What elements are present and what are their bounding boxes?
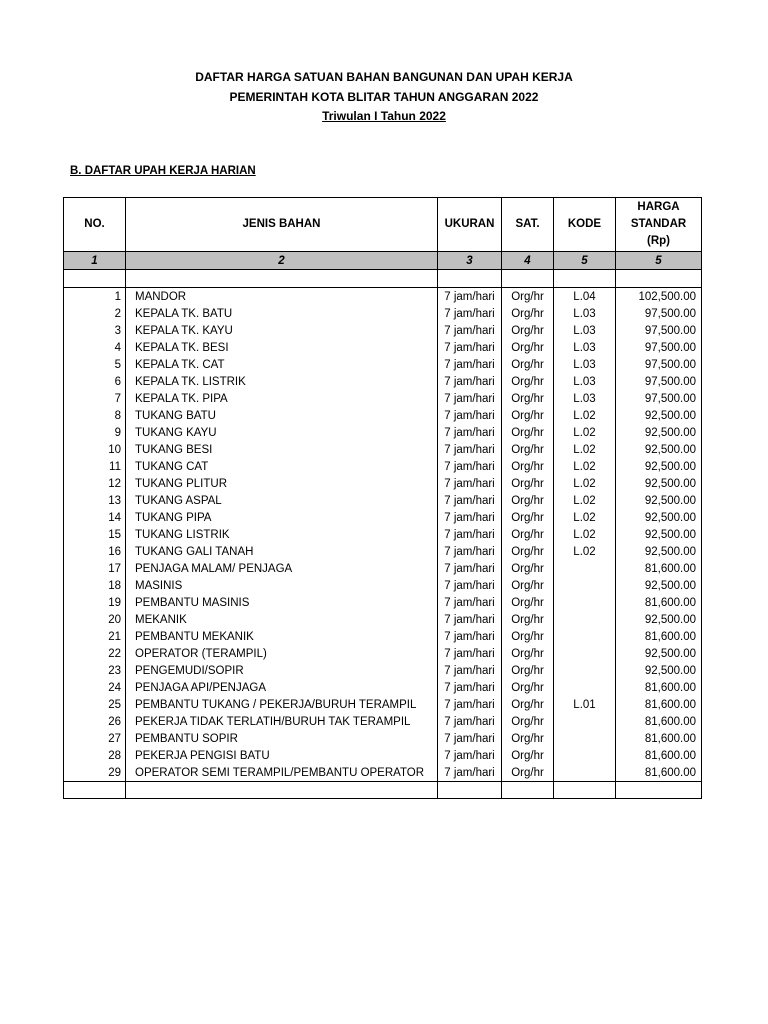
document-title-line1: DAFTAR HARGA SATUAN BAHAN BANGUNAN DAN UPAH KERJA [195,70,573,84]
row-harga: 92,500.00 [616,645,702,662]
header-harga-standar [616,198,702,252]
table-row [64,645,702,662]
row-number: 2 [64,305,126,322]
row-satuan: Org/hr [502,492,554,509]
row-ukuran: 7 jam/hari [438,458,502,475]
wage-table [63,197,702,799]
row-ukuran: 7 jam/hari [438,764,502,782]
spacer-cell [616,270,702,288]
row-number: 28 [64,747,126,764]
row-jenis-bahan: PEMBANTU TUKANG / PEKERJA/BURUH TERAMPIL [126,696,438,713]
spacer-cell [502,782,554,799]
row-number: 25 [64,696,126,713]
row-harga: 92,500.00 [616,509,702,526]
row-harga: 81,600.00 [616,628,702,645]
row-harga: 92,500.00 [616,611,702,628]
row-jenis-bahan: TUKANG BESI [126,441,438,458]
row-satuan: Org/hr [502,696,554,713]
table-row [64,577,702,594]
row-jenis-bahan: TUKANG CAT [126,458,438,475]
row-ukuran: 7 jam/hari [438,696,502,713]
row-kode [554,560,616,577]
row-number: 4 [64,339,126,356]
document-title-line2: PEMERINTAH KOTA BLITAR TAHUN ANGGARAN 2022 [229,90,539,104]
column-number: 2 [126,252,438,270]
row-number: 15 [64,526,126,543]
row-jenis-bahan: TUKANG ASPAL [126,492,438,509]
row-satuan: Org/hr [502,424,554,441]
table-row [64,322,702,339]
row-satuan: Org/hr [502,526,554,543]
row-kode [554,713,616,730]
row-kode [554,679,616,696]
row-number: 24 [64,679,126,696]
column-number-row [64,252,702,270]
row-jenis-bahan: TUKANG PLITUR [126,475,438,492]
row-harga: 81,600.00 [616,594,702,611]
row-harga: 81,600.00 [616,747,702,764]
row-kode: L.02 [554,526,616,543]
row-jenis-bahan: PEMBANTU MASINIS [126,594,438,611]
row-kode: L.03 [554,339,616,356]
spacer-row [64,782,702,799]
row-ukuran: 7 jam/hari [438,475,502,492]
row-ukuran: 7 jam/hari [438,441,502,458]
table-row [64,662,702,679]
row-harga: 97,500.00 [616,373,702,390]
row-satuan: Org/hr [502,747,554,764]
row-ukuran: 7 jam/hari [438,526,502,543]
row-jenis-bahan: MEKANIK [126,611,438,628]
row-satuan: Org/hr [502,662,554,679]
row-ukuran: 7 jam/hari [438,339,502,356]
spacer-cell [554,782,616,799]
row-kode: L.02 [554,509,616,526]
row-kode: L.03 [554,322,616,339]
header-satuan: SAT. [502,198,554,252]
table-row [64,390,702,407]
header-harga-line1: HARGA [637,201,680,213]
row-kode: L.03 [554,356,616,373]
row-number: 22 [64,645,126,662]
row-harga: 97,500.00 [616,339,702,356]
header-kode: KODE [554,198,616,252]
row-number: 12 [64,475,126,492]
row-satuan: Org/hr [502,288,554,306]
row-harga: 92,500.00 [616,424,702,441]
row-kode: L.02 [554,424,616,441]
table-row [64,424,702,441]
row-jenis-bahan: MANDOR [126,288,438,306]
row-kode [554,645,616,662]
row-satuan: Org/hr [502,628,554,645]
row-jenis-bahan: PENJAGA MALAM/ PENJAGA [126,560,438,577]
row-kode [554,628,616,645]
row-ukuran: 7 jam/hari [438,560,502,577]
row-number: 3 [64,322,126,339]
row-number: 10 [64,441,126,458]
row-harga: 97,500.00 [616,356,702,373]
row-jenis-bahan: KEPALA TK. BESI [126,339,438,356]
spacer-cell [64,782,126,799]
spacer-cell [64,270,126,288]
row-harga: 81,600.00 [616,679,702,696]
row-harga: 92,500.00 [616,492,702,509]
spacer-cell [554,270,616,288]
table-row [64,288,702,306]
header-harga-line3: (Rp) [647,235,670,247]
row-kode: L.04 [554,288,616,306]
row-satuan: Org/hr [502,407,554,424]
table-row [64,560,702,577]
row-satuan: Org/hr [502,356,554,373]
table-row [64,356,702,373]
spacer-row [64,270,702,288]
row-ukuran: 7 jam/hari [438,628,502,645]
table-row [64,730,702,747]
table-row [64,713,702,730]
row-harga: 92,500.00 [616,526,702,543]
row-jenis-bahan: KEPALA TK. BATU [126,305,438,322]
table-row [64,747,702,764]
row-kode: L.02 [554,492,616,509]
spacer-cell [438,270,502,288]
row-harga: 81,600.00 [616,560,702,577]
row-harga: 81,600.00 [616,713,702,730]
row-satuan: Org/hr [502,543,554,560]
row-satuan: Org/hr [502,458,554,475]
row-harga: 92,500.00 [616,458,702,475]
row-harga: 102,500.00 [616,288,702,306]
row-jenis-bahan: PEMBANTU MEKANIK [126,628,438,645]
table-row [64,509,702,526]
document-title-line3: Triwulan I Tahun 2022 [322,109,446,123]
row-satuan: Org/hr [502,594,554,611]
row-satuan: Org/hr [502,475,554,492]
table-row [64,679,702,696]
row-number: 1 [64,288,126,306]
row-number: 9 [64,424,126,441]
row-number: 29 [64,764,126,782]
row-jenis-bahan: PEMBANTU SOPIR [126,730,438,747]
row-number: 17 [64,560,126,577]
row-satuan: Org/hr [502,611,554,628]
row-harga: 92,500.00 [616,577,702,594]
row-jenis-bahan: PEKERJA PENGISI BATU [126,747,438,764]
row-satuan: Org/hr [502,390,554,407]
row-number: 23 [64,662,126,679]
row-harga: 92,500.00 [616,475,702,492]
table-row [64,594,702,611]
table-row [64,492,702,509]
row-kode [554,730,616,747]
row-satuan: Org/hr [502,373,554,390]
row-number: 26 [64,713,126,730]
column-number: 5 [554,252,616,270]
spacer-cell [502,270,554,288]
row-number: 14 [64,509,126,526]
row-harga: 92,500.00 [616,407,702,424]
row-ukuran: 7 jam/hari [438,356,502,373]
row-ukuran: 7 jam/hari [438,390,502,407]
row-ukuran: 7 jam/hari [438,492,502,509]
row-ukuran: 7 jam/hari [438,407,502,424]
row-ukuran: 7 jam/hari [438,713,502,730]
section-title: B. DAFTAR UPAH KERJA HARIAN [70,165,256,177]
column-number: 4 [502,252,554,270]
table-row [64,764,702,782]
row-ukuran: 7 jam/hari [438,730,502,747]
table-row [64,628,702,645]
table-row [64,543,702,560]
row-kode: L.03 [554,373,616,390]
row-ukuran: 7 jam/hari [438,509,502,526]
header-ukuran: UKURAN [438,198,502,252]
row-number: 18 [64,577,126,594]
spacer-cell [126,782,438,799]
table-row [64,441,702,458]
row-jenis-bahan: KEPALA TK. CAT [126,356,438,373]
row-kode [554,764,616,782]
row-jenis-bahan: MASINIS [126,577,438,594]
row-number: 6 [64,373,126,390]
table-row [64,373,702,390]
row-jenis-bahan: TUKANG GALI TANAH [126,543,438,560]
row-jenis-bahan: KEPALA TK. PIPA [126,390,438,407]
row-satuan: Org/hr [502,305,554,322]
row-number: 11 [64,458,126,475]
row-jenis-bahan: OPERATOR (TERAMPIL) [126,645,438,662]
row-harga: 92,500.00 [616,662,702,679]
row-ukuran: 7 jam/hari [438,543,502,560]
row-satuan: Org/hr [502,339,554,356]
row-kode: L.03 [554,305,616,322]
row-ukuran: 7 jam/hari [438,577,502,594]
row-harga: 97,500.00 [616,390,702,407]
row-satuan: Org/hr [502,577,554,594]
header-harga-line2: STANDAR [630,218,687,230]
row-jenis-bahan: TUKANG PIPA [126,509,438,526]
row-kode: L.02 [554,475,616,492]
row-ukuran: 7 jam/hari [438,679,502,696]
row-satuan: Org/hr [502,713,554,730]
row-number: 5 [64,356,126,373]
row-ukuran: 7 jam/hari [438,288,502,306]
header-no: NO. [64,198,126,252]
row-ukuran: 7 jam/hari [438,662,502,679]
row-ukuran: 7 jam/hari [438,611,502,628]
row-harga: 92,500.00 [616,441,702,458]
row-kode [554,611,616,628]
row-kode: L.02 [554,441,616,458]
row-harga: 81,600.00 [616,764,702,782]
spacer-cell [126,270,438,288]
header-jenis-bahan: JENIS BAHAN [126,198,438,252]
row-number: 27 [64,730,126,747]
row-jenis-bahan: PENGEMUDI/SOPIR [126,662,438,679]
row-ukuran: 7 jam/hari [438,594,502,611]
row-number: 21 [64,628,126,645]
row-satuan: Org/hr [502,441,554,458]
row-number: 7 [64,390,126,407]
table-row [64,475,702,492]
column-number: 5 [616,252,702,270]
row-kode: L.01 [554,696,616,713]
row-kode: L.02 [554,407,616,424]
row-satuan: Org/hr [502,645,554,662]
row-ukuran: 7 jam/hari [438,322,502,339]
row-kode: L.02 [554,543,616,560]
row-satuan: Org/hr [502,679,554,696]
column-number: 1 [64,252,126,270]
row-harga: 97,500.00 [616,322,702,339]
row-kode [554,577,616,594]
row-kode [554,662,616,679]
row-jenis-bahan: KEPALA TK. LISTRIK [126,373,438,390]
row-harga: 81,600.00 [616,696,702,713]
table-row [64,611,702,628]
row-jenis-bahan: TUKANG KAYU [126,424,438,441]
row-satuan: Org/hr [502,730,554,747]
row-jenis-bahan: TUKANG BATU [126,407,438,424]
row-ukuran: 7 jam/hari [438,747,502,764]
row-kode [554,747,616,764]
row-satuan: Org/hr [502,560,554,577]
row-harga: 81,600.00 [616,730,702,747]
row-jenis-bahan: KEPALA TK. KAYU [126,322,438,339]
row-ukuran: 7 jam/hari [438,645,502,662]
row-harga: 92,500.00 [616,543,702,560]
row-harga: 97,500.00 [616,305,702,322]
row-number: 13 [64,492,126,509]
row-kode: L.02 [554,458,616,475]
row-satuan: Org/hr [502,509,554,526]
row-ukuran: 7 jam/hari [438,424,502,441]
spacer-cell [616,782,702,799]
row-number: 19 [64,594,126,611]
table-row [64,696,702,713]
row-jenis-bahan: OPERATOR SEMI TERAMPIL/PEMBANTU OPERATOR [126,764,438,782]
row-jenis-bahan: PENJAGA API/PENJAGA [126,679,438,696]
table-row [64,526,702,543]
table-row [64,305,702,322]
row-number: 20 [64,611,126,628]
row-kode: L.03 [554,390,616,407]
row-kode [554,594,616,611]
table-row [64,339,702,356]
table-row [64,407,702,424]
row-number: 8 [64,407,126,424]
table-header-row [64,198,702,252]
row-number: 16 [64,543,126,560]
row-ukuran: 7 jam/hari [438,305,502,322]
row-satuan: Org/hr [502,764,554,782]
table-row [64,458,702,475]
spacer-cell [438,782,502,799]
column-number: 3 [438,252,502,270]
row-jenis-bahan: PEKERJA TIDAK TERLATIH/BURUH TAK TERAMPIL [126,713,438,730]
row-jenis-bahan: TUKANG LISTRIK [126,526,438,543]
row-satuan: Org/hr [502,322,554,339]
row-ukuran: 7 jam/hari [438,373,502,390]
